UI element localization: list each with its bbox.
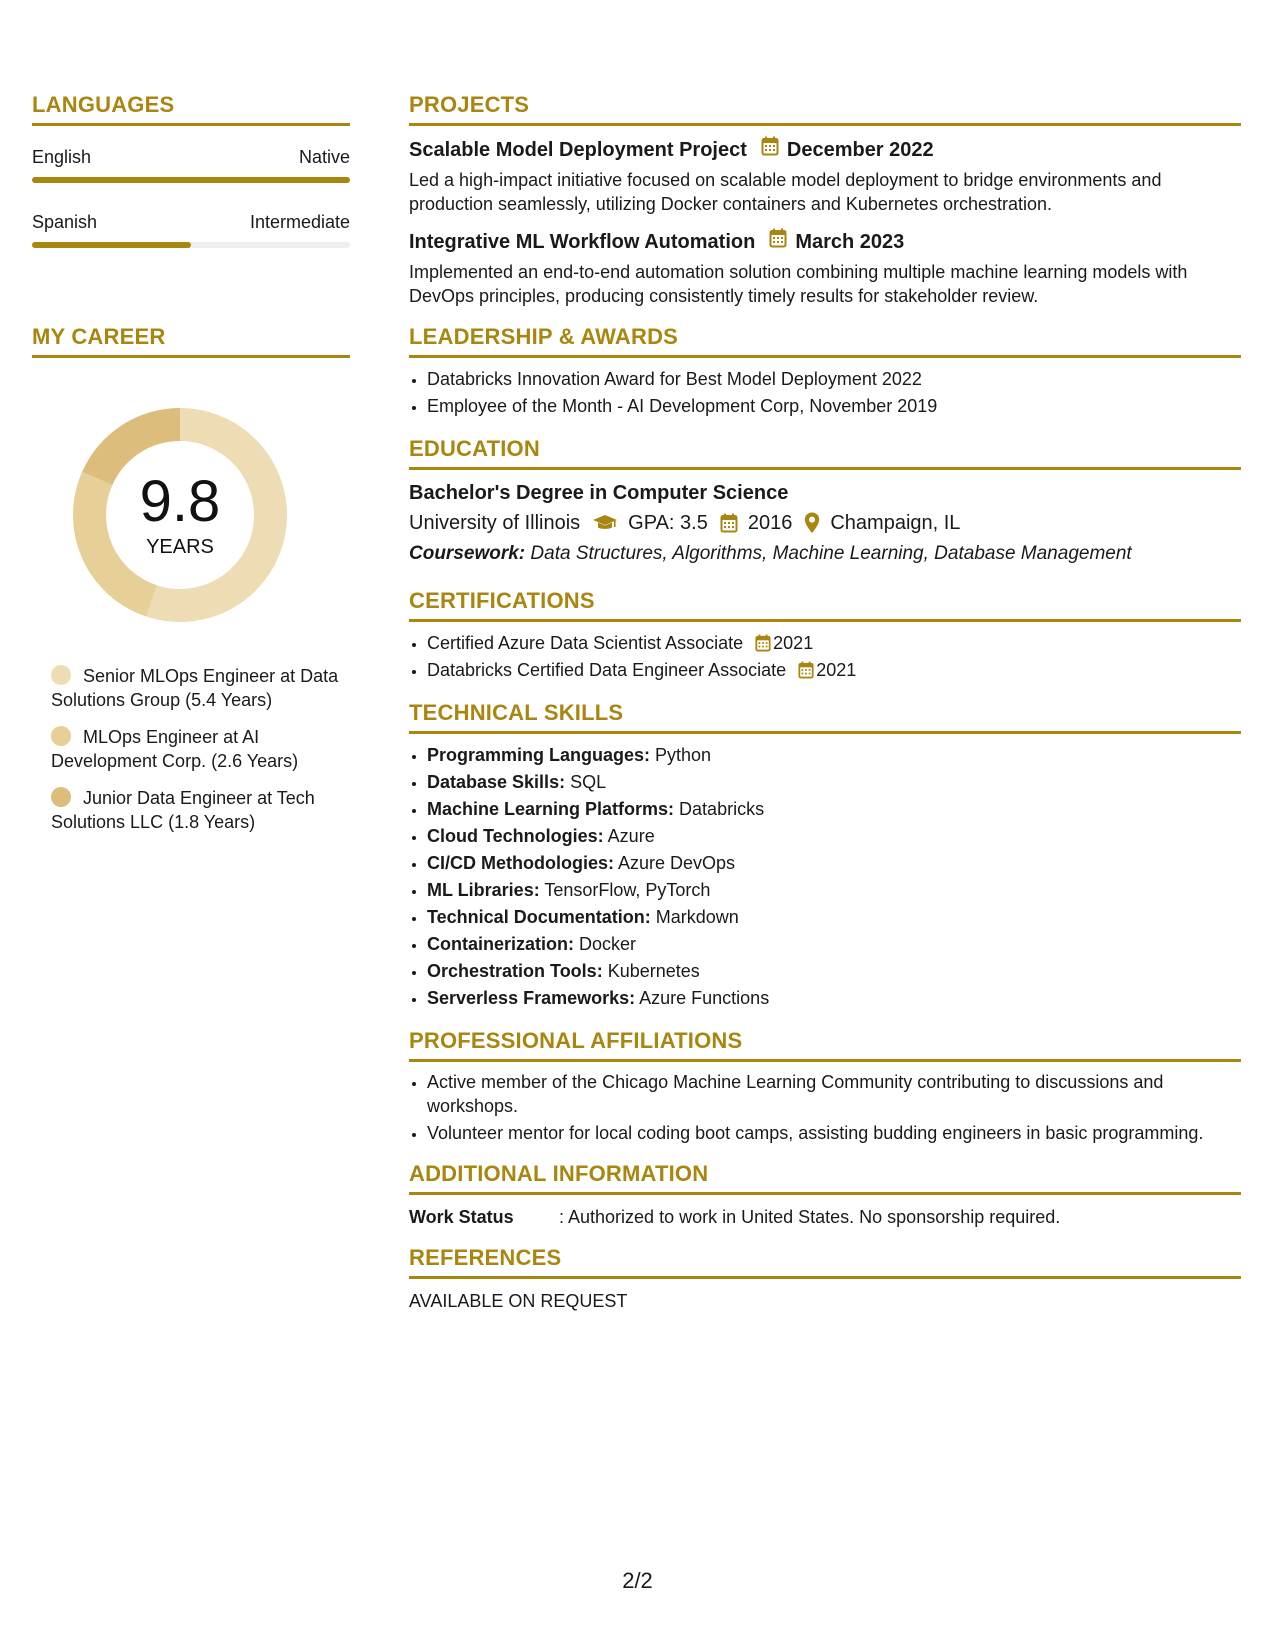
skill-value: TensorFlow, PyTorch [539,880,711,900]
skill-label: Serverless Frameworks: [427,988,636,1008]
leadership-list [409,366,1241,420]
language-level: Intermediate [249,212,350,232]
page-number: 2/2 [622,1568,653,1593]
skill-item [427,931,1241,958]
skill-value: Azure Functions [635,988,770,1008]
skill-label: Database Skills: [427,772,566,792]
language-bar [32,177,350,183]
education-school: University of Illinois [409,512,581,534]
education-section [409,436,1241,568]
certifications-list [409,630,1241,684]
project-description: Implemented an end-to-end automation solution combining multiple machine learning models with DevOps principles, producing consistently timely results for stakeholder review. [409,262,1188,306]
language-name: Spanish [32,212,98,232]
skill-label: Machine Learning Platforms: [427,799,675,819]
references-section [409,1245,1241,1312]
certifications-title: CERTIFICATIONS [409,588,595,613]
skill-value: Kubernetes [602,961,700,981]
skill-value: Python [650,745,712,765]
certification-name: Certified Azure Data Scientist Associate [427,633,744,653]
references-title: REFERENCES [409,1245,562,1270]
career-title: MY CAREER [32,324,166,349]
career-legend-item [51,725,350,773]
legend-dot [51,787,71,807]
languages-title: LANGUAGES [32,92,175,117]
skill-item [427,850,1241,877]
affiliations-section [409,1028,1241,1145]
language-item [32,146,350,183]
skill-item [427,769,1241,796]
list-item [427,630,1241,657]
career-donut [67,402,293,628]
section-rule [409,619,1241,622]
skills-title: TECHNICAL SKILLS [409,700,624,725]
skill-value: Databricks [674,799,765,819]
skill-value: Markdown [650,907,739,927]
career-legend-item [51,664,350,712]
calendar-icon [798,661,814,679]
section-rule [32,355,350,358]
skill-value: Docker [574,934,637,954]
right-column [409,92,1241,1312]
skill-item [427,742,1241,769]
career-unit: YEARS [146,535,214,558]
skills-section [409,700,1241,1012]
leadership-title: LEADERSHIP & AWARDS [409,324,679,349]
education-coursework [409,540,1241,568]
skill-item [427,985,1241,1012]
references-text: AVAILABLE ON REQUEST [409,1291,628,1311]
coursework-value: Data Structures, Algorithms, Machine Learning, Database Management [525,543,1132,564]
language-bar-fill [32,242,191,248]
career-legend-item [51,786,350,834]
certification-year: 2021 [773,633,814,653]
calendar-icon [761,136,779,163]
work-status-row [409,1205,1241,1229]
career-role-label: MLOps Engineer at AI Development Corp. (2.6 Years) [51,727,299,771]
calendar-icon [755,634,771,652]
legend-dot [51,665,71,685]
skill-label: Containerization: [427,934,574,954]
project-date: March 2023 [795,230,905,253]
additional-section [409,1161,1241,1229]
affiliations-title: PROFESSIONAL AFFILIATIONS [409,1028,743,1053]
section-rule [409,731,1241,734]
work-status-value: : Authorized to work in United States. No sponsorship required. [559,1207,1061,1227]
list-item: • Active member of the Chicago Machine Learning Community contributing to discussions and workshops. [427,1070,1241,1118]
projects-title: PROJECTS [409,92,530,117]
certifications-section [409,588,1241,684]
project-item [409,136,1241,216]
education-year: 2016 [747,512,793,534]
skills-list [409,742,1241,1012]
calendar-icon [769,228,787,255]
skill-label: Orchestration Tools: [427,961,603,981]
project-name: Integrative ML Workflow Automation [409,230,756,253]
projects-section [409,92,1241,308]
location-pin-icon [804,512,820,534]
skill-value: Azure DevOps [614,853,736,873]
skill-label: CI/CD Methodologies: [427,853,614,873]
leadership-section [409,324,1241,420]
skill-label: Technical Documentation: [427,907,651,927]
languages-section [32,92,350,248]
language-bar-fill [32,177,350,183]
certification-year: 2021 [816,660,857,680]
section-rule [409,1276,1241,1279]
left-column [32,92,350,847]
skill-item [427,796,1241,823]
project-description: Led a high-impact initiative focused on scalable model deployment to bridge environments and production seamlessly, utilizing Docker containers and Kubernetes orchestration. [409,170,1162,214]
affiliations-list [409,1070,1241,1145]
education-degree: Bachelor's Degree in Computer Science [409,482,789,504]
language-name: English [32,147,92,167]
skill-label: ML Libraries: [427,880,540,900]
list-item: • Volunteer mentor for local coding boot camps, assisting budding engineers in basic programming. [427,1121,1241,1145]
education-details [409,509,1241,537]
skill-label: Programming Languages: [427,745,651,765]
work-status-label: Work Status [409,1207,514,1227]
skill-item [427,877,1241,904]
education-title: EDUCATION [409,436,540,461]
legend-dot [51,726,71,746]
list-item: • Employee of the Month - AI Development Corp, November 2019 [427,393,1241,420]
skill-value: Azure [603,826,655,846]
project-name: Scalable Model Deployment Project [409,138,747,161]
skill-item [427,958,1241,985]
career-total: 9.8 [139,468,221,534]
coursework-label: Coursework: [409,543,526,564]
language-level: Native [298,147,350,167]
skill-item [427,904,1241,931]
graduation-cap-icon [592,514,618,532]
skill-label: Cloud Technologies: [427,826,604,846]
skill-value: SQL [565,772,607,792]
calendar-icon [720,513,738,533]
language-item [32,211,350,248]
list-item [427,657,1241,684]
section-rule [409,1192,1241,1195]
section-rule [32,123,350,126]
career-legend [32,664,350,834]
section-rule [409,1059,1241,1062]
additional-title: ADDITIONAL INFORMATION [409,1161,709,1186]
language-bar [32,242,350,248]
career-section [32,324,350,834]
list-item: • Databricks Innovation Award for Best Model Deployment 2022 [427,366,1241,393]
project-date: December 2022 [786,138,934,161]
section-rule [409,467,1241,470]
education-location: Champaign, IL [830,512,961,534]
career-role-label: Senior MLOps Engineer at Data Solutions Group (5.4 Years) [51,666,339,710]
education-gpa: GPA: 3.5 [628,512,708,534]
section-rule [409,123,1241,126]
career-role-label: Junior Data Engineer at Tech Solutions LLC (1.8 Years) [51,788,315,832]
project-item [409,228,1241,308]
skill-item [427,823,1241,850]
section-rule [409,355,1241,358]
certification-name: Databricks Certified Data Engineer Associate [427,660,787,680]
